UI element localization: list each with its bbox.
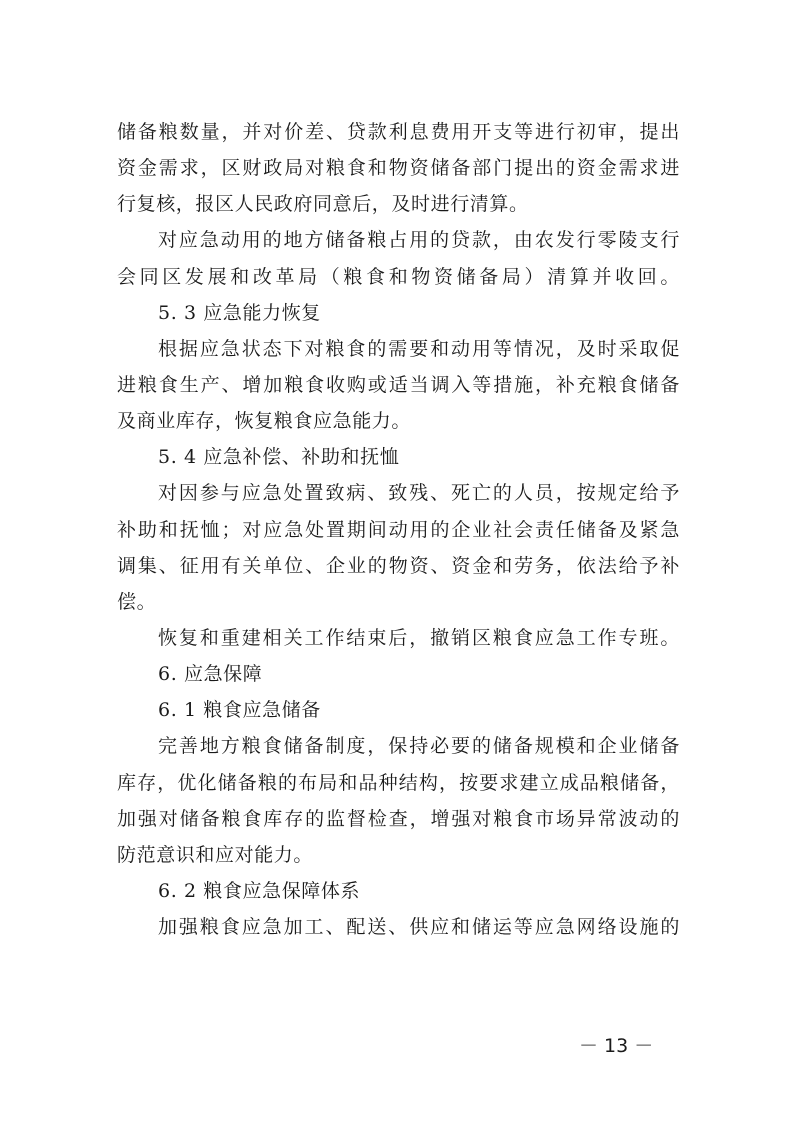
text-line: 根据应急状态下对粮食的需要和动用等情况，及时采取促 bbox=[158, 337, 680, 360]
text-line: 偿。 bbox=[117, 590, 157, 613]
text-line: 补助和抚恤；对应急处置期间动用的企业社会责任储备及紧急 bbox=[117, 518, 680, 541]
text-line: 资金需求，区财政局对粮食和物资储备部门提出的资金需求进 bbox=[117, 157, 680, 180]
text-line: 及商业库存，恢复粮食应急能力。 bbox=[117, 410, 412, 433]
text-line: 加强粮食应急加工、配送、供应和储运等应急网络设施的 bbox=[158, 916, 680, 939]
page-number: － 13 － bbox=[579, 1035, 654, 1057]
body-text bbox=[117, 114, 680, 945]
text-line: 库存，优化储备粮的布局和品种结构，按要求建立成品粮储备， bbox=[117, 771, 680, 794]
text-line: 加强对储备粮食库存的监督检查，增强对粮食市场异常波动的 bbox=[117, 807, 680, 830]
text-line: 6. 2 粮食应急保障体系 bbox=[158, 879, 361, 902]
text-line: 6. 应急保障 bbox=[158, 663, 263, 686]
text-line: 会同区发展和改革局（粮食和物资储备局）清算并收回。 bbox=[117, 265, 680, 288]
text-line: 5. 4 应急补偿、补助和抚恤 bbox=[158, 446, 400, 469]
text-line: 完善地方粮食储备制度，保持必要的储备规模和企业储备 bbox=[158, 735, 680, 758]
text-line: 6. 1 粮食应急储备 bbox=[158, 699, 321, 722]
text-line: 对应急动用的地方储备粮占用的贷款，由农发行零陵支行 bbox=[158, 229, 680, 252]
text-line: 防范意识和应对能力。 bbox=[117, 843, 314, 866]
text-line: 行复核，报区人民政府同意后，及时进行清算。 bbox=[117, 193, 529, 216]
text-line: 恢复和重建相关工作结束后，撤销区粮食应急工作专班。 bbox=[158, 626, 680, 649]
text-line: 对因参与应急处置致病、致残、死亡的人员，按规定给予 bbox=[158, 482, 680, 505]
text-line: 5. 3 应急能力恢复 bbox=[158, 301, 321, 324]
text-line: 储备粮数量，并对价差、贷款利息费用开支等进行初审，提出 bbox=[117, 121, 680, 143]
text-line: 调集、征用有关单位、企业的物资、资金和劳务，依法给予补 bbox=[117, 554, 680, 577]
text-line: 进粮食生产、增加粮食收购或适当调入等措施，补充粮食储备 bbox=[117, 373, 680, 396]
